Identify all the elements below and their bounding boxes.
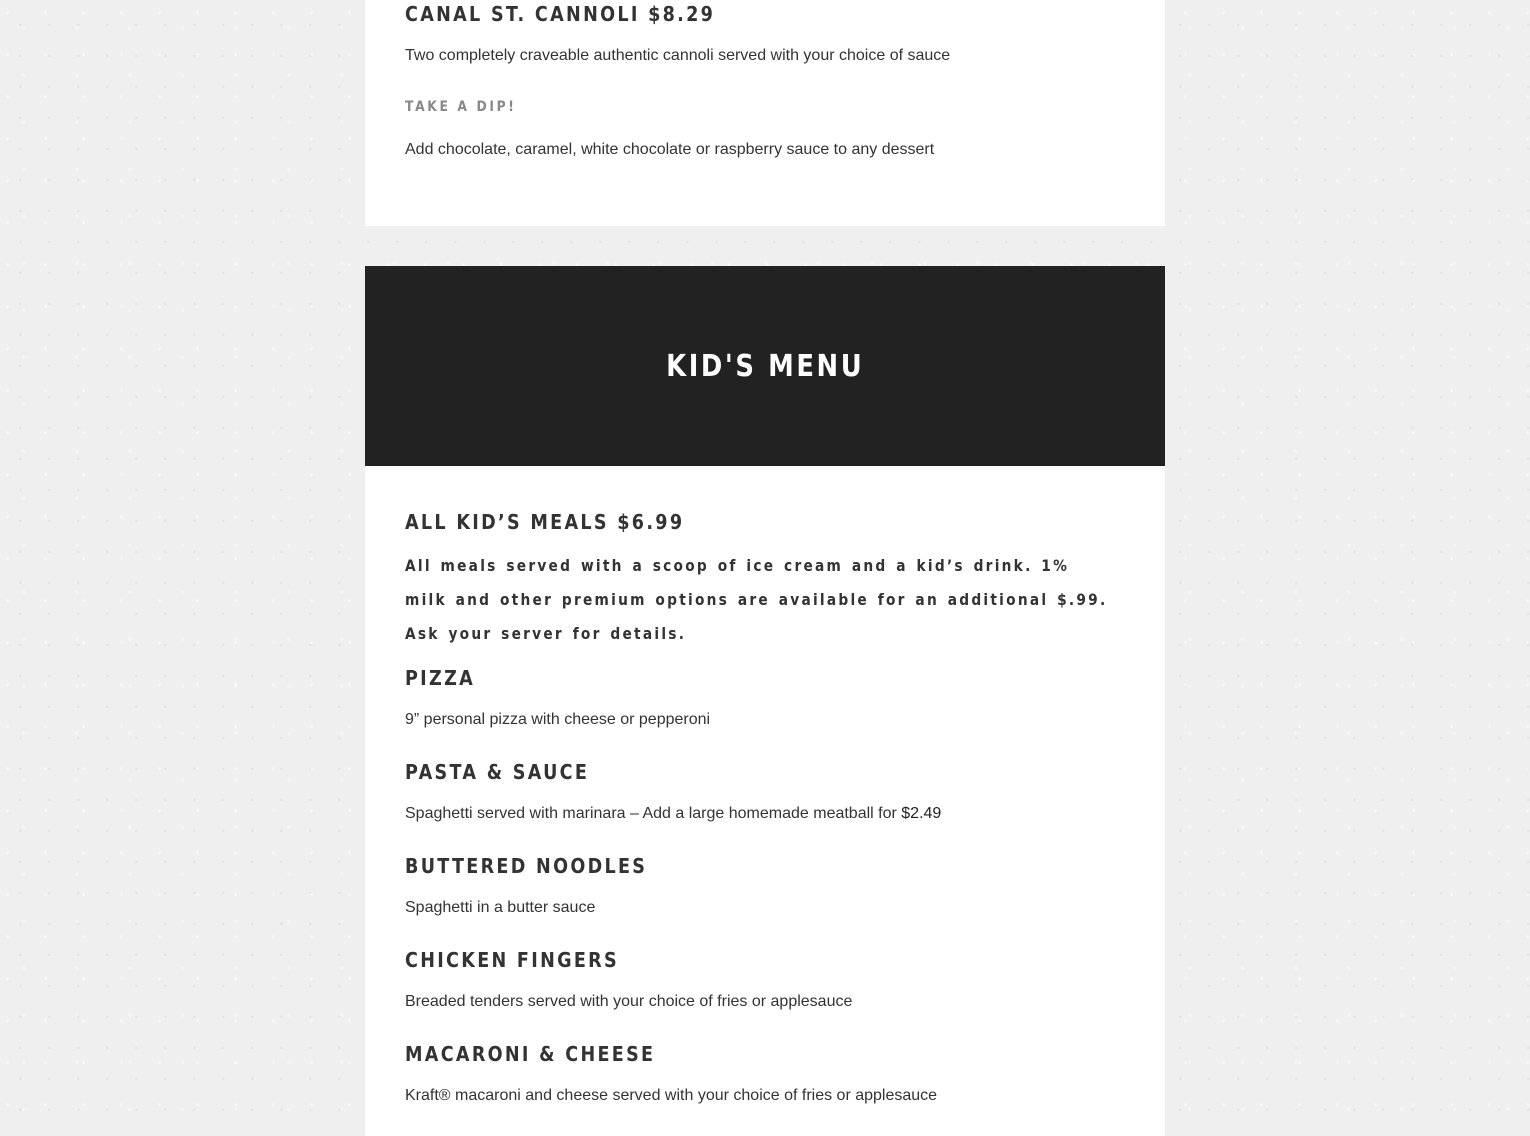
menu-item-title-pasta-sauce: PASTA & SAUCE <box>405 760 590 784</box>
menu-item-description-cannoli: Two completely craveable authentic cannoli served with your choice of sauce <box>405 47 951 64</box>
kids-menu-card <box>365 466 1165 1136</box>
menu-item-description-dip: Add chocolate, caramel, white chocolate or raspberry sauce to any dessert <box>405 141 935 158</box>
desserts-card <box>365 0 1165 226</box>
menu-item-description-macaroni-cheese: Kraft® macaroni and cheese served with your choice of fries or applesauce <box>405 1087 938 1104</box>
kids-meals-price-title: ALL KID’S MEALS $6.99 <box>405 510 685 534</box>
menu-item-description-pizza: 9” personal pizza with cheese or pepperoni <box>405 711 711 728</box>
kids-meals-note: All meals served with a scoop of ice cream and a kid’s drink. 1% milk and other premium options are available for an additional $.99. Ask your server for details. <box>405 556 1108 643</box>
kids-menu-banner <box>365 266 1165 466</box>
menu-item-title-cannoli: CANAL ST. CANNOLI $8.29 <box>405 2 716 26</box>
kids-menu-heading: KID'S MENU <box>665 348 865 384</box>
menu-subheading-take-a-dip: TAKE A DIP! <box>405 99 517 115</box>
menu-item-title-chicken-fingers: CHICKEN FINGERS <box>405 948 619 972</box>
menu-item-description-buttered-noodles: Spaghetti in a butter sauce <box>405 899 596 916</box>
menu-item-description-chicken-fingers: Breaded tenders served with your choice of fries or applesauce <box>405 993 853 1010</box>
menu-item-description-pasta-sauce <box>405 805 941 823</box>
meatball-price: $2.49 <box>901 805 942 822</box>
menu-item-title-pizza: PIZZA <box>405 666 476 690</box>
description-text: Spaghetti served with marinara – Add a large homemade meatball for <box>405 805 902 822</box>
menu-item-title-buttered-noodles: BUTTERED NOODLES <box>405 854 648 878</box>
menu-item-title-macaroni-cheese: MACARONI & CHEESE <box>405 1042 656 1066</box>
